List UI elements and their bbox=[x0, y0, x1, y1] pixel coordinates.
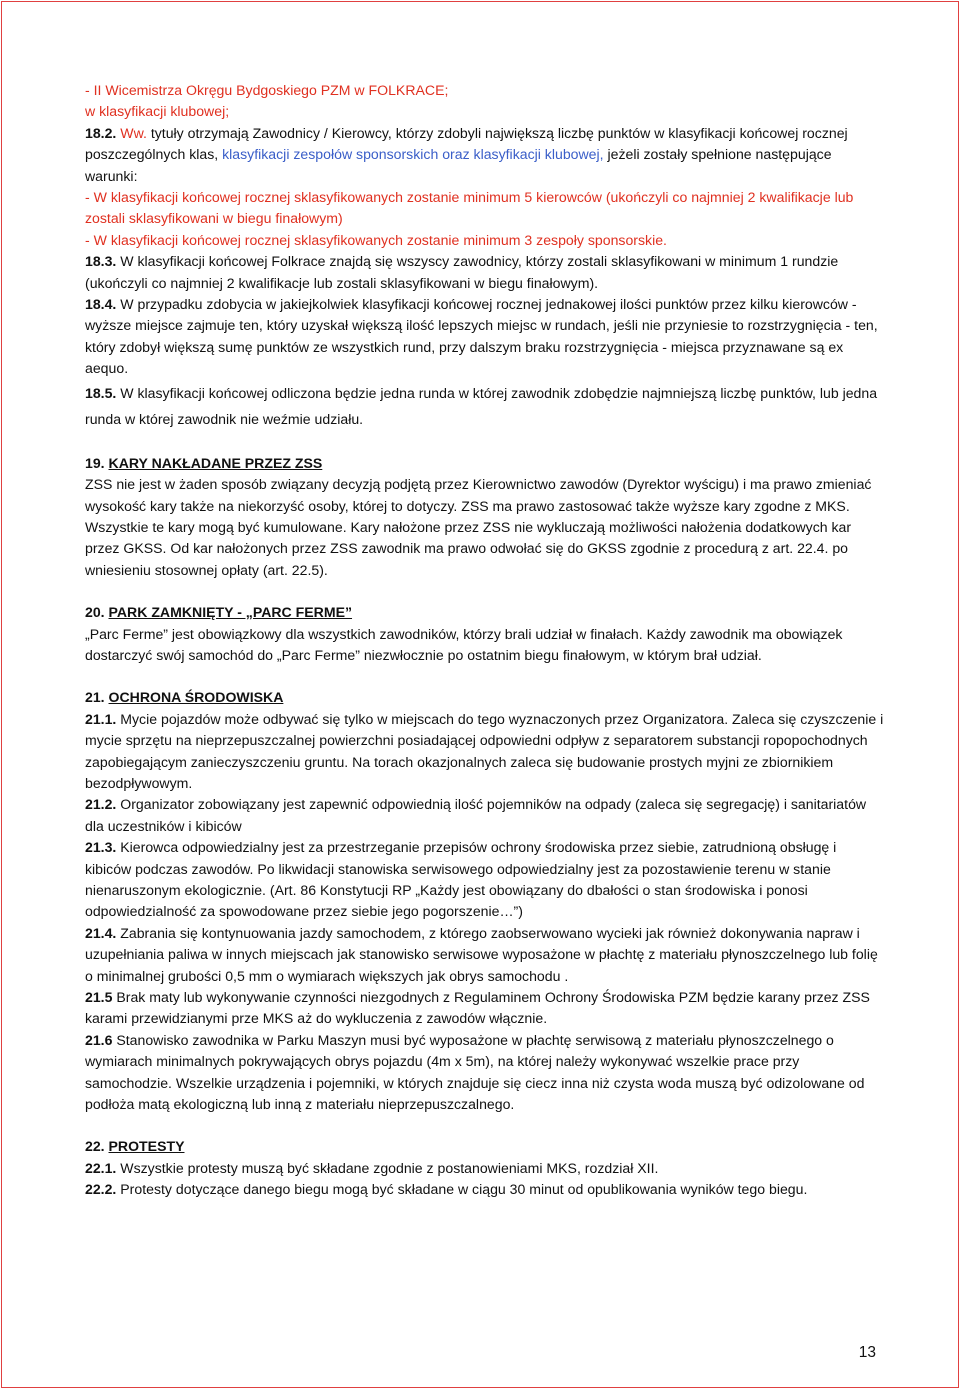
section-number: 21.5 bbox=[85, 989, 113, 1006]
paragraph-18-4 bbox=[85, 294, 885, 380]
section-number: 21.1. bbox=[85, 710, 117, 727]
abbreviation: Ww. bbox=[116, 124, 147, 141]
page-number: 13 bbox=[858, 1344, 876, 1361]
paragraph-18-3 bbox=[85, 251, 885, 294]
heading-number: 22. bbox=[85, 1138, 105, 1155]
paragraph-18-5 bbox=[85, 380, 885, 432]
section-number: 21.6 bbox=[85, 1031, 113, 1048]
paragraph-text: Organizator zobowiązany jest zapewnić odpowiednią ilość pojemników na odpady (zaleca się segregację) i sanitariatów dla uczestników i kibiców bbox=[85, 796, 867, 834]
paragraph-text: Kierowca odpowiedzialny jest za przestrzeganie przepisów ochrony środowiska przez siebie, zatrudnioną obsługę i kibiców podczas zawodów. Po likwidacji stanowiska serwisowego odpowiedzialny jest za pozostawienie terenu w stanie nienaruszonym ekologicznie. (Art. 86 Konstytucji RP „Każdy jest obowiązany do dbałości o stan środowiska i ponosi odpowiedzialność za spowodowane przez siebie jego pogorszenie…”) bbox=[85, 839, 837, 920]
section-number: 22.1. bbox=[85, 1159, 117, 1176]
section-number: 18.3. bbox=[85, 253, 117, 270]
section-number: 18.5. bbox=[85, 384, 117, 401]
paragraph-text: jeżeli zostały spełnione następujące warunki: bbox=[85, 146, 832, 184]
paragraph-21-3 bbox=[85, 837, 885, 923]
paragraph-text: Wszystkie protesty muszą być składane zgodnie z postanowieniami MKS, rozdział XII. bbox=[116, 1159, 659, 1176]
heading-title: PROTESTY bbox=[108, 1138, 185, 1155]
section-heading-21 bbox=[85, 687, 885, 708]
paragraph-text: Stanowisko zawodnika w Parku Maszyn musi być wyposażone w płachtę serwisową z materiału płynoszczelnego o wymiarach minimalnych pokrywających obrys pojazdu (4m x 5m), na której należy wykonywać wszelkie prace przy samochodzie. Wszelkie urządzenia i pojemniki, w których znajduje się ciecz inna niż czysta woda muszą być odizolowane od podłoża matą ekologiczną lub inną z materiału nieprzepuszczalnego. bbox=[85, 1031, 865, 1113]
heading-number: 19. bbox=[85, 454, 105, 471]
paragraph-text: Protesty dotyczące danego biegu mogą być składane w ciągu 30 minut od opublikowania wyników tego biegu. bbox=[116, 1181, 808, 1198]
section-number: 22.2. bbox=[85, 1181, 117, 1198]
section-number: 21.2. bbox=[85, 796, 117, 813]
section-number: 21.4. bbox=[85, 924, 117, 941]
condition-line: - W klasyfikacji końcowej rocznej sklasyfikowanych zostanie minimum 3 zespoły sponsorskie. bbox=[85, 231, 667, 248]
section-heading-20 bbox=[85, 602, 885, 623]
heading-number: 21. bbox=[85, 689, 105, 706]
paragraph-21-5 bbox=[85, 987, 885, 1030]
paragraph: „Parc Ferme” jest obowiązkowy dla wszystkich zawodników, którzy brali udział w finałach. Każdy zawodnik ma obowiązek dostarczyć swój samochód do „Parc Ferme” niezwłocznie po ostatnim biegu finałowym, w którym brał udział. bbox=[85, 625, 843, 663]
highlighted-text: klasyfikacji zespołów sponsorskich oraz klasyfikacji klubowej, bbox=[222, 146, 604, 163]
paragraph-text: W klasyfikacji końcowej Folkrace znajdą się wszyscy zawodnicy, którzy zostali sklasyfikowani w minimum 1 rundzie (ukończyli co najmniej 2 kwalifikacje lub zostali sklasyfikowani w biegu finałowym). bbox=[85, 253, 839, 291]
paragraph-22-1 bbox=[85, 1158, 885, 1179]
section-heading-19 bbox=[85, 453, 885, 474]
section-number: 18.2. bbox=[85, 124, 117, 141]
paragraph-text: Mycie pojazdów może odbywać się tylko w miejscach do tego wyznaczonych przez Organizatora. Zaleca się czyszczenie i mycie sprzętu na nieprzepuszczalnej powierzchni posiadającej odpowiedni odpływ z separatorem substancji ropopochodnych zapobiegającym zanieczyszczeniu gruntu. Na torach okazjonalnych zaleca się budowanie prostych myjni ze zbiornikiem bezodpływowym. bbox=[85, 710, 884, 791]
paragraph-text: W przypadku zdobycia w jakiejkolwiek klasyfikacji końcowej rocznej jednakowej ilości punktów przez kilku kierowców - wyższe miejsce zajmuje ten, który uzyskał większą ilość lepszych miejsc w rundach, jeśli nie przyniesie to rozstrzygnięcia - ten, który zdobył większą sumę punktów ze wszystkich rund, przy dalszym braku rozstrzygnięcia - miejsca przyznawane są ex aequo. bbox=[85, 296, 878, 377]
paragraph-21-4 bbox=[85, 923, 885, 987]
paragraph-text: tytuły otrzymają Zawodnicy / Kierowcy, którzy zdobyli największą liczbę punktów w klasyfikacji końcowej rocznej poszczególnych klas, bbox=[85, 124, 848, 163]
section-number: 21.3. bbox=[85, 839, 117, 856]
page-content bbox=[85, 80, 885, 1201]
title-line: w klasyfikacji klubowej; bbox=[85, 103, 230, 120]
paragraph-text: Brak maty lub wykonywanie czynności niezgodnych z Regulaminem Ochrony Środowiska PZM będzie karany przez ZSS karami przewidzianymi prze MKS aż do wykluczenia z zawodów włącznie. bbox=[85, 989, 870, 1027]
paragraph-18-2 bbox=[85, 123, 885, 187]
paragraph-text: W klasyfikacji końcowej odliczona będzie jedna runda w której zawodnik zdobędzie najmniejszą liczbę punktów, lub jedna runda w której zawodnik nie weźmie udziału. bbox=[85, 384, 878, 427]
section-number: 18.4. bbox=[85, 296, 117, 313]
condition-line: - W klasyfikacji końcowej rocznej sklasyfikowanych zostanie minimum 5 kierowców (ukończyli co najmniej 2 kwalifikacje lub zostali sklasyfikowani w biegu finałowym) bbox=[85, 189, 854, 227]
section-heading-22 bbox=[85, 1136, 885, 1157]
paragraph: Wszystkie te kary mogą być kumulowane. Kary nałożone przez ZSS nie wykluczają możliwości nałożenia dodatkowych kar przez GKSS. Od kar nałożonych przez ZSS zawodnik ma prawo odwołać się do GKSS zgodnie z procedurą z art. 22.4. po wniesieniu stosownej opłaty (art. 22.5). bbox=[85, 518, 852, 578]
heading-title: PARK ZAMKNIĘTY - „PARC FERME” bbox=[108, 604, 353, 621]
paragraph-21-2 bbox=[85, 794, 885, 837]
title-line: - II Wicemistrza Okręgu Bydgoskiego PZM w FOLKRACE; bbox=[85, 82, 449, 98]
document-page bbox=[1, 1, 959, 1388]
heading-title: KARY NAKŁADANE PRZEZ ZSS bbox=[108, 454, 323, 471]
paragraph-21-6 bbox=[85, 1030, 885, 1116]
heading-number: 20. bbox=[85, 604, 105, 621]
paragraph: ZSS nie jest w żaden sposób związany decyzją podjętą przez Kierownictwo zawodów (Dyrektor wyścigu) i ma prawo zmieniać wysokość kary także na niekorzyść osoby, której to dotyczy. ZSS ma prawo zastosować także wyższe kary zgodne z MKS. bbox=[85, 476, 872, 514]
heading-title: OCHRONA ŚRODOWISKA bbox=[108, 689, 284, 706]
paragraph-22-2 bbox=[85, 1179, 885, 1200]
paragraph-text: Zabrania się kontynuowania jazdy samochodem, z którego zaobserwowano wycieki jak również dokonywania napraw i uzupełniania paliwa w innych miejscach jak stanowisko serwisowe wyposażone w płachtę z materiału płynoszczelnego lub folię o minimalnej grubości 0,5 mm o wymiarach większych jak obrys samochodu . bbox=[85, 924, 878, 984]
paragraph-21-1 bbox=[85, 709, 885, 795]
